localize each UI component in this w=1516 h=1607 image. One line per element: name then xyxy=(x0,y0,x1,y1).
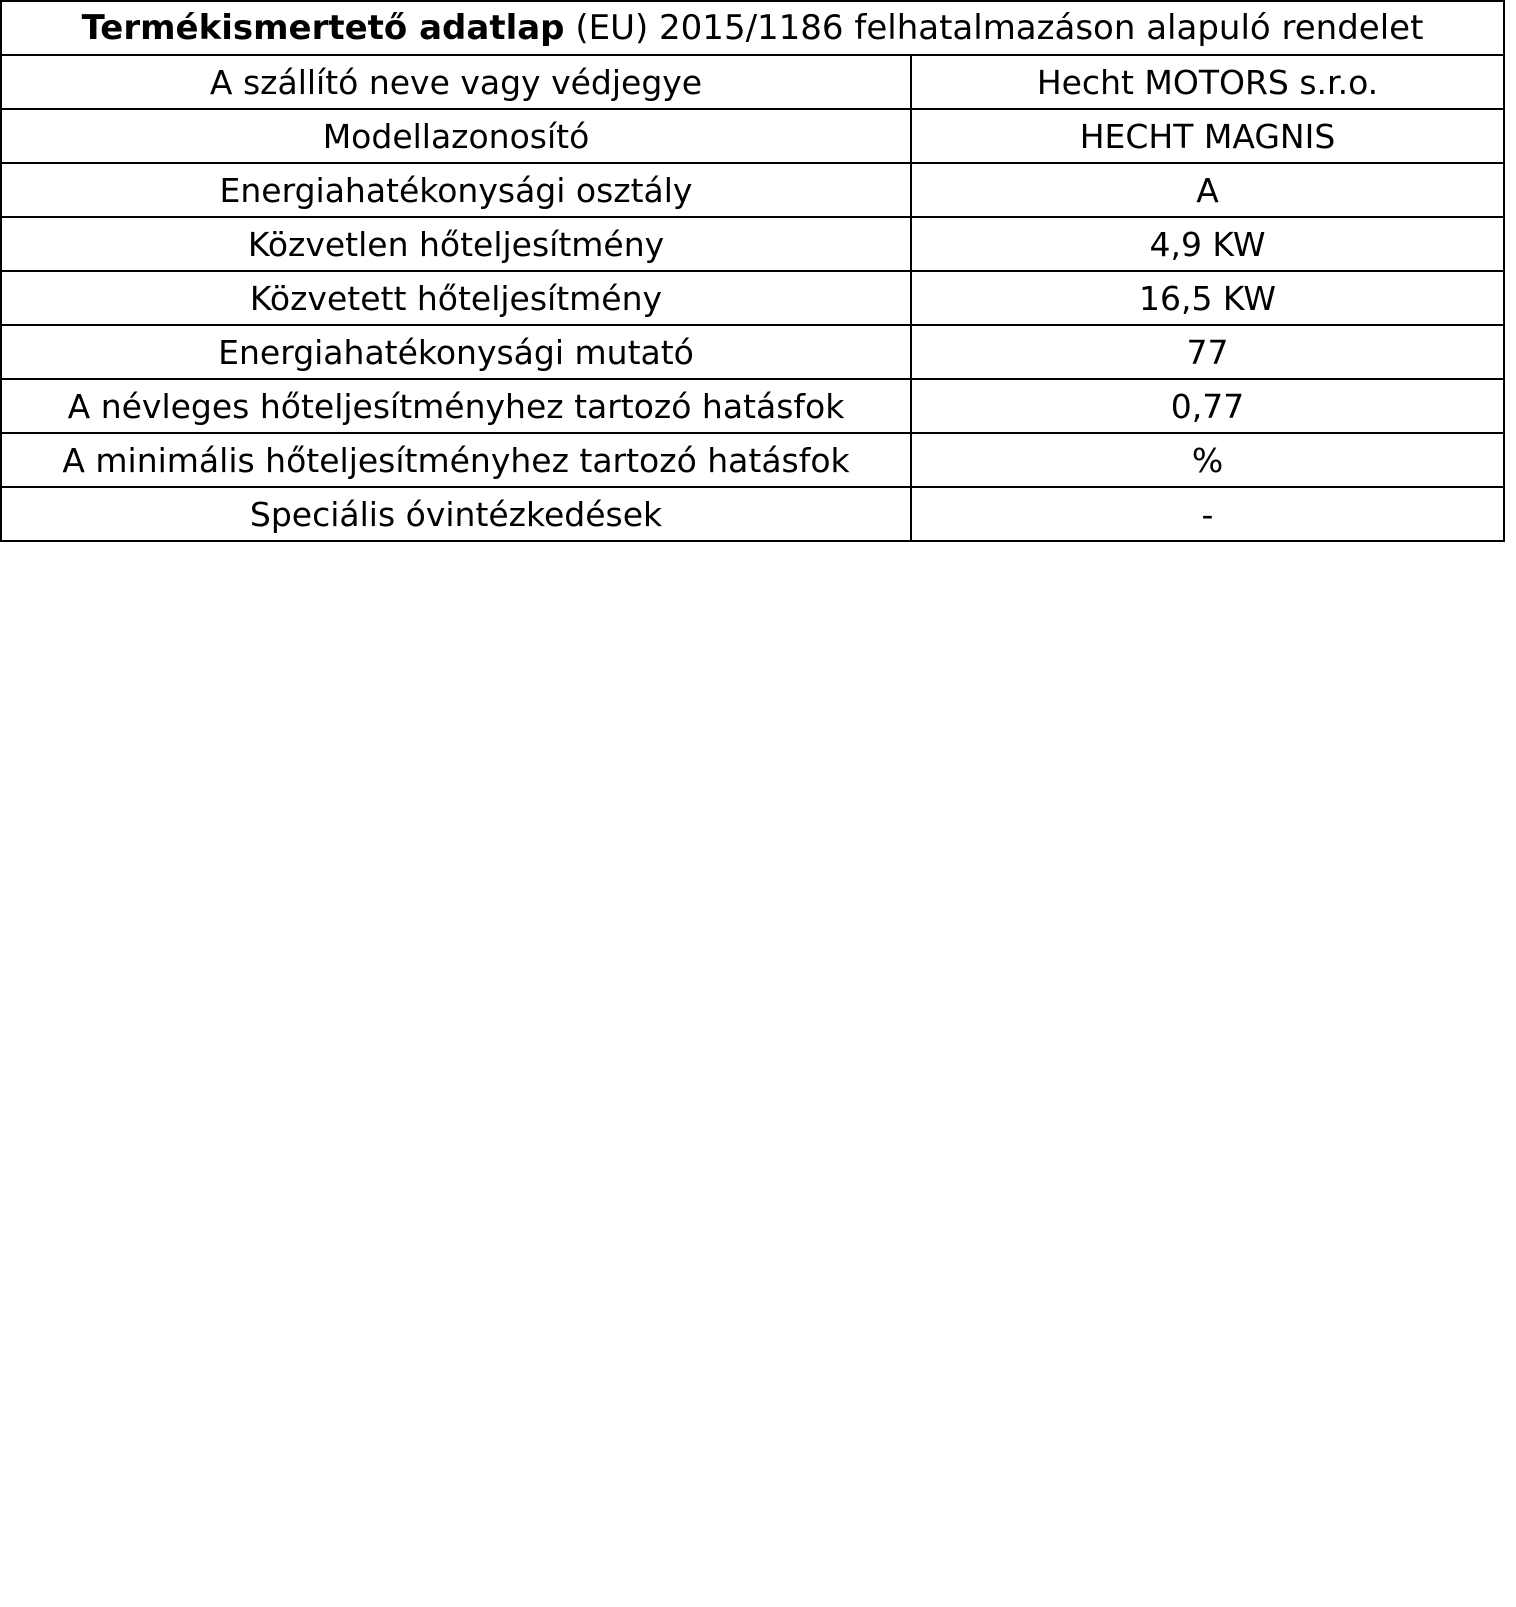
table-title-bold: Termékismertető adatlap xyxy=(81,8,565,48)
row-label: Modellazonosító xyxy=(1,109,911,163)
row-value: 16,5 KW xyxy=(911,271,1504,325)
row-label: A szállító neve vagy védjegye xyxy=(1,55,911,109)
row-value: 0,77 xyxy=(911,379,1504,433)
row-value: A xyxy=(911,163,1504,217)
row-value: - xyxy=(911,487,1504,541)
row-label: Közvetett hőteljesítmény xyxy=(1,271,911,325)
table-title-regulation: (EU) 2015/1186 felhatalmazáson alapuló rendelet xyxy=(564,8,1424,48)
table-row xyxy=(1,487,1504,541)
table-row xyxy=(1,325,1504,379)
row-label: A minimális hőteljesítményhez tartozó hatásfok xyxy=(1,433,911,487)
row-value: % xyxy=(911,433,1504,487)
row-value: HECHT MAGNIS xyxy=(911,109,1504,163)
row-label: A névleges hőteljesítményhez tartozó hatásfok xyxy=(1,379,911,433)
row-value: 4,9 KW xyxy=(911,217,1504,271)
table-row xyxy=(1,433,1504,487)
table-row xyxy=(1,163,1504,217)
table-row xyxy=(1,217,1504,271)
row-value: 77 xyxy=(911,325,1504,379)
row-label: Energiahatékonysági osztály xyxy=(1,163,911,217)
row-label: Energiahatékonysági mutató xyxy=(1,325,911,379)
table-title-row xyxy=(1,1,1504,55)
table-row xyxy=(1,109,1504,163)
table-title xyxy=(1,1,1504,55)
table-row xyxy=(1,55,1504,109)
product-datasheet-table xyxy=(0,0,1505,542)
row-label: Speciális óvintézkedések xyxy=(1,487,911,541)
table-row xyxy=(1,379,1504,433)
table-row xyxy=(1,271,1504,325)
row-label: Közvetlen hőteljesítmény xyxy=(1,217,911,271)
row-value: Hecht MOTORS s.r.o. xyxy=(911,55,1504,109)
